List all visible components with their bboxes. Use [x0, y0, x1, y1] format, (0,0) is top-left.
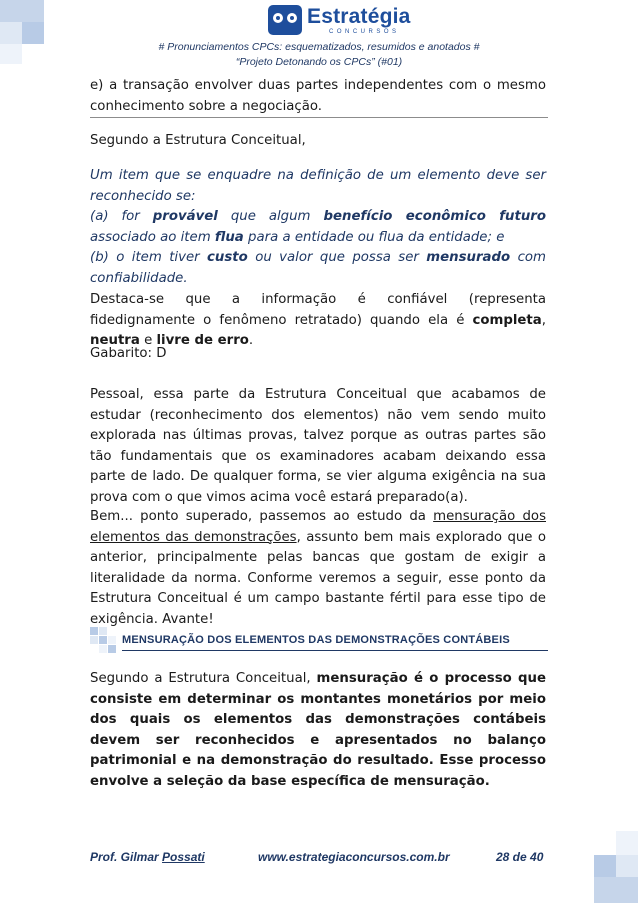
emphasis: completa: [472, 312, 542, 328]
emphasis: mensurado: [426, 250, 511, 265]
footer-url[interactable]: www.estrategiaconcursos.com.br: [258, 850, 450, 864]
emphasis: neutra: [90, 333, 140, 348]
brand-logo: [268, 3, 411, 37]
header-line-2: “Projeto Detonando os CPCs” (#01): [235, 56, 403, 68]
footer-author: Prof. Gilmar Possati: [90, 850, 205, 864]
paragraph-reliability: Destaca-se que a informação é confiável (representa fidedignamente o fenômeno retratado) quando ela é completa, neutra e livre de erro.: [90, 292, 546, 348]
emphasis: custo: [207, 250, 248, 265]
answer-key: Gabarito: D: [90, 346, 167, 361]
header-line-1: # Pronunciamentos CPCs: esquematizados, resumidos e anotados #: [158, 41, 480, 53]
paragraph-intro: Segundo a Estrutura Conceitual,: [90, 133, 306, 148]
divider: [90, 117, 548, 118]
quote-line: Um item que se enquadre na definição de um elemento deve ser reconhecido se:: [90, 168, 546, 204]
underlined-topic: mensuração dos elementos das demonstrações: [90, 509, 546, 545]
corner-decoration: [616, 831, 638, 855]
emphasis: flua: [214, 229, 244, 245]
brand-name: Estratégia: [307, 4, 411, 28]
page-number: 28 de 40: [496, 850, 544, 864]
quote-paragraph: Um item que se enquadre na definição de um elemento deve ser reconhecido se: (a) for provável que algum benefício econômico futuro associado ao item flua para a entidade ou flua da entidade; e (b) o item tiver custo ou valor que possa ser mensurado com confiabilidade.: [90, 168, 546, 286]
section-heading: MENSURAÇÃO DOS ELEMENTOS DAS DEMONSTRAÇÕES CONTÁBEIS: [122, 634, 548, 651]
corner-decoration: [594, 855, 616, 877]
paragraph-item-e: e) a transação envolver duas partes independentes com o mesmo conhecimento sobre a negociação.: [90, 78, 546, 114]
corner-decoration: [0, 0, 44, 22]
corner-decoration: [594, 877, 638, 903]
owl-icon: [268, 5, 302, 35]
emphasis: mensuração é o processo que consiste em determinar os montantes monetários por meio dos quais os elementos das demonstrações contábeis devem ser reconhecidos e apresentados no balanço patrimonial e na demonstração do resultado. Esse processo envolve a seleção da base específica de mensuração.: [90, 671, 546, 789]
paragraph-definition: Segundo a Estrutura Conceitual, mensuração é o processo que consiste em determinar os montantes monetários por meio dos quais os elementos das demonstrações contábeis devem ser reconhecidos e apresentados no balanço patrimonial e na demonstração do resultado. Esse processo envolve a seleção da base específica de mensuração.: [90, 671, 546, 789]
section-icon: [90, 627, 116, 653]
emphasis: benefício econômico futuro: [323, 209, 546, 224]
brand-subtitle: CONCURSOS: [329, 28, 400, 35]
emphasis: provável: [152, 209, 218, 224]
paragraph-commentary: Pessoal, essa parte da Estrutura Conceitual que acabamos de estudar (reconhecimento dos elementos) não vem sendo muito explorada nas últimas provas, talvez porque as outras partes são tão fundamentais que os examinadores acabam deixando essa parte de lado. De qualquer forma, se vier alguma exigência na sua prova com o que vimos acima você estará preparado(a).: [90, 387, 546, 505]
emphasis: livre de erro: [156, 333, 249, 348]
corner-decoration: [616, 855, 638, 877]
paragraph-transition: Bem... ponto superado, passemos ao estudo da mensuração dos elementos das demonstrações, assunto bem mais explorado que o anterior, principalmente pelas bancas que gostam de exigir a literalidade da norma. Conforme veremos a seguir, esse ponto da Estrutura Conceitual é um campo bastante fértil para esse tipo de exigência. Avante!: [90, 509, 546, 627]
